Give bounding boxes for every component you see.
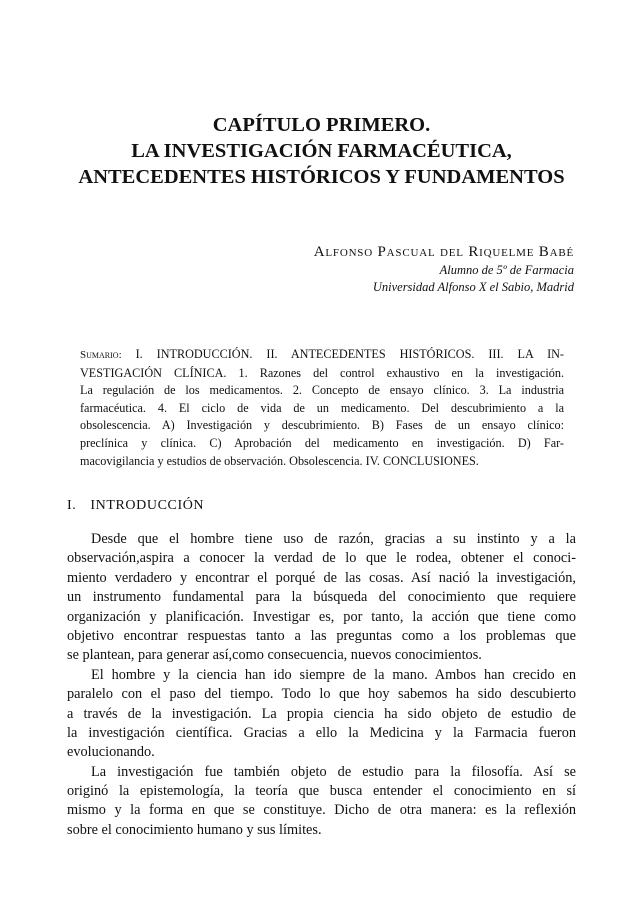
body-text <box>67 530 576 840</box>
paragraph-line: miento verdadero y encontrar el porqué de las cosas. Así nació la investigación, <box>67 569 576 586</box>
paragraph-line: objetivo encontrar respuestas tanto a las preguntas como a los problemas que <box>67 627 576 644</box>
summary-line: VESTIGACIÓN CLÍNICA. 1. Razones del control exhaustivo en la investigación. <box>80 365 564 380</box>
author-affiliation: Universidad Alfonso X el Sabio, Madrid <box>372 280 574 294</box>
paragraph-line: originó la epistemología, la teoría que busca entender el conocimiento en sí <box>67 783 576 800</box>
author-role: Alumno de 5º de Farmacia <box>439 263 574 277</box>
chapter-title-line: LA INVESTIGACIÓN FARMACÉUTICA, <box>131 140 512 162</box>
section-heading <box>67 498 204 514</box>
paragraph-line: organización y planificación. Investigar es, por tanto, la acción que tiene como <box>67 608 576 625</box>
chapter-title-line: ANTECEDENTES HISTÓRICOS Y FUNDAMENTOS <box>78 166 565 188</box>
summary-line: macovigilancia y estudios de observación. Obsolescencia. IV. CONCLUSIONES. <box>80 453 479 468</box>
summary-line: farmacéutica. 4. El ciclo de vida de un medicamento. Del descubrimiento a la <box>80 400 564 415</box>
paragraph-line: La investigación fue también objeto de estudio para la filosofía. Así se <box>91 763 576 780</box>
paragraph-line: Desde que el hombre tiene uso de razón, gracias a su instinto y a la <box>91 531 576 547</box>
paragraph-line: un instrumento fundamental para la búsqueda del conocimiento que requiere <box>67 589 576 606</box>
summary-line <box>80 346 564 365</box>
author-name: Alfonso Pascual del Riquelme Babé <box>313 244 574 260</box>
paragraph-line: a través de la investigación. La propia ciencia ha sido objeto de estudio de <box>67 705 576 722</box>
chapter-title-line: CAPÍTULO PRIMERO. <box>212 114 431 136</box>
author-block <box>314 242 574 296</box>
summary-label: Sumario: <box>80 349 122 361</box>
paragraph-line: El hombre y la ciencia han ido siempre de la mano. Ambos han crecido en <box>91 666 576 683</box>
section-title: INTRODUCCIÓN <box>90 498 205 513</box>
paragraph-line: paralelo con el paso del tiempo. Todo lo que hoy sabemos ha sido descubierto <box>67 686 576 703</box>
paragraph-line: la investigación científica. Gracias a ello la Medicina y la Farmacia fueron <box>67 724 576 741</box>
summary-line: La regulación de los medicamentos. 2. Concepto de ensayo clínico. 3. La industria <box>80 383 564 398</box>
paragraph-line: se plantean, para generar así,como consecuencia, nuevos conocimientos. <box>67 647 482 664</box>
chapter-title <box>40 112 603 190</box>
chapter-summary <box>80 346 564 470</box>
summary-line-text: I. INTRODUCCIÓN. II. ANTECEDENTES HISTÓRICOS. III. LA IN- <box>121 347 564 361</box>
paragraph-line: mismo y la forma en que se constituye. Dicho de otra manera: es la reflexión <box>67 802 576 819</box>
paragraph-line: observación,aspira a conocer la verdad de lo que le rodea, obtener el conoci- <box>67 550 576 567</box>
summary-line: preclínica y clínica. C) Aprobación del medicamento en investigación. D) Far- <box>80 435 564 450</box>
paragraph-line: sobre el conocimiento humano y sus límites. <box>67 821 322 838</box>
summary-line: obsolescencia. A) Investigación y descubrimiento. B) Fases de un ensayo clínico: <box>80 418 564 433</box>
section-number: I. <box>67 498 77 513</box>
paragraph-line: evolucionando. <box>67 744 155 761</box>
